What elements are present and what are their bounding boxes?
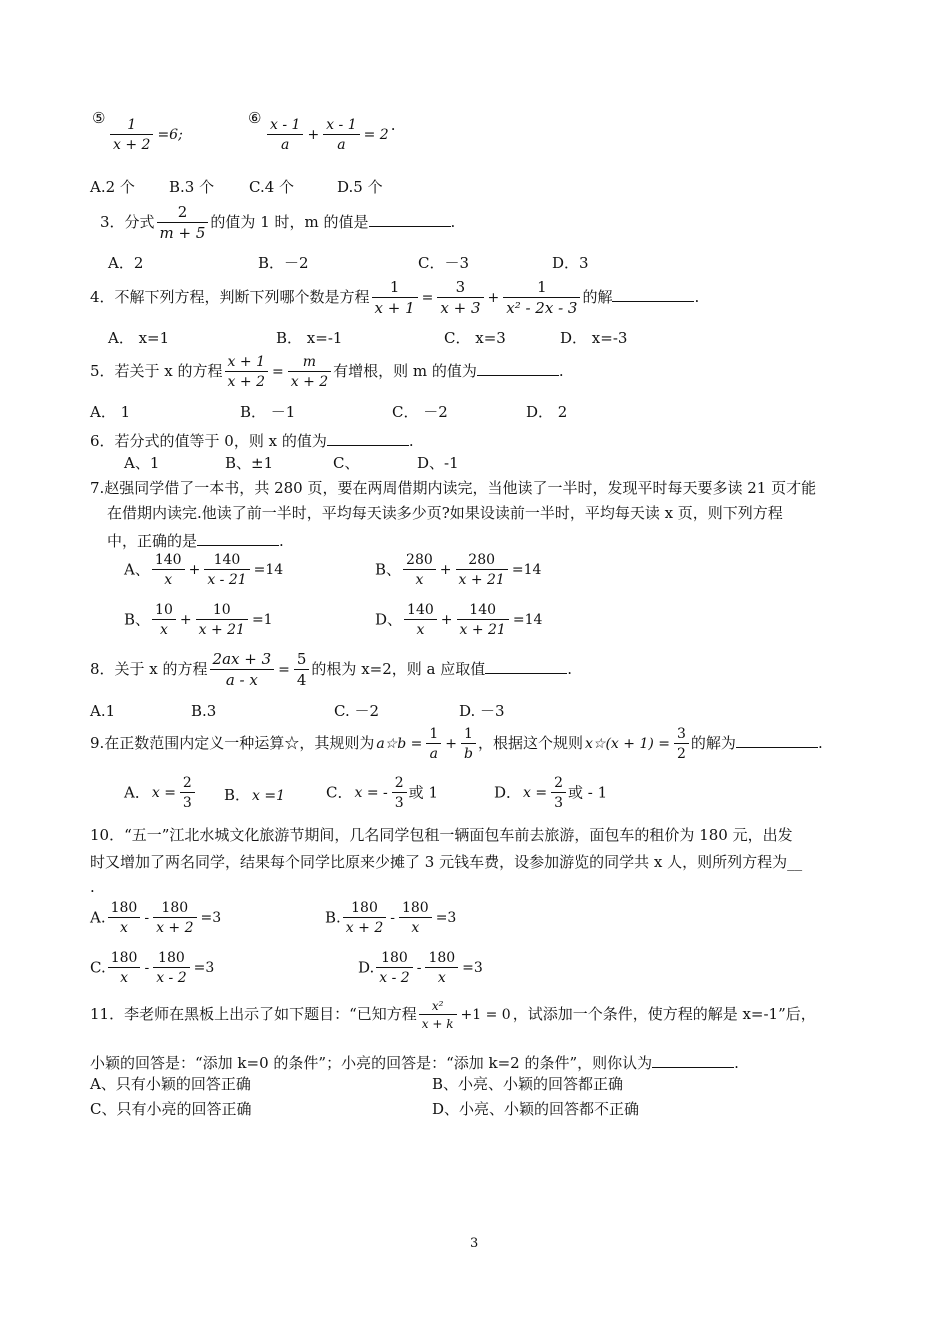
option-d: D. －3 bbox=[459, 702, 505, 720]
fraction: $\frac{180}{x + 2}$ bbox=[153, 901, 196, 935]
fraction: $\frac{140}{x}$ bbox=[152, 553, 185, 587]
option-d: D． x = $\frac{2}{3}$ 或 - 1 bbox=[494, 775, 608, 811]
answer-blank[interactable] bbox=[369, 212, 451, 227]
fraction: $\frac{180}{x}$ bbox=[108, 901, 141, 935]
option-c: C. －2 bbox=[334, 702, 380, 720]
option-b: B.3 个 bbox=[169, 178, 215, 196]
fraction: $\frac{10}{x + 21}$ bbox=[196, 603, 248, 637]
option-b: B． －1 bbox=[240, 403, 296, 421]
option-c: B、 $\frac{10}{x}$ + $\frac{10}{x + 21}$ =1 bbox=[124, 602, 273, 638]
fraction: $\frac{180}{x}$ bbox=[425, 951, 458, 985]
option-c: C． x=3 bbox=[444, 329, 506, 347]
fraction: $\frac{1}{x + 1}$ bbox=[372, 280, 418, 316]
fraction: $\frac{3}{2}$ bbox=[674, 727, 689, 761]
option-d: D、-1 bbox=[417, 454, 459, 472]
option-a: A、1 bbox=[124, 454, 160, 472]
item6-marker: ⑥ bbox=[248, 109, 262, 127]
option-d: D.5 个 bbox=[337, 178, 383, 196]
fraction: $\frac{140}{x - 21}$ bbox=[204, 553, 249, 587]
question-10-line3: . bbox=[90, 878, 95, 896]
question-10-line1: 10．“五一”江北水城文化旅游节期间，几名同学包租一辆面包车前去旅游，面包车的租价为 180 元，出发 bbox=[90, 826, 793, 844]
fraction: $\frac{10}{x}$ bbox=[152, 603, 176, 637]
page-number: 3 bbox=[470, 1236, 479, 1251]
fraction: $\frac{180}{x}$ bbox=[399, 901, 432, 935]
option-c: C． －2 bbox=[392, 403, 448, 421]
option-d: D．3 bbox=[552, 254, 589, 272]
answer-blank[interactable] bbox=[485, 659, 567, 674]
option-a: A. $\frac{180}{x}$ - $\frac{180}{x + 2}$ =3 bbox=[90, 900, 222, 936]
fraction: $\frac{x - 1}{a}$ bbox=[267, 118, 303, 152]
answer-blank[interactable] bbox=[612, 287, 694, 302]
answer-blank[interactable] bbox=[652, 1053, 734, 1068]
item6-equation: $\frac{x - 1}{a}$ + $\frac{x - 1}{a}$ = 2. bbox=[265, 118, 395, 152]
fraction: $\frac{2}{m + 5}$ bbox=[157, 205, 209, 241]
option-a: A、 $\frac{140}{x}$ + $\frac{140}{x - 21}$ =14 bbox=[124, 552, 284, 588]
option-a: A.1 bbox=[90, 702, 116, 720]
option-d: D. $\frac{180}{x - 2}$ - $\frac{180}{x}$ =3 bbox=[358, 950, 483, 986]
option-d: D、 $\frac{140}{x}$ + $\frac{140}{x + 21}$ =14 bbox=[375, 602, 543, 638]
option-c: C. $\frac{180}{x}$ - $\frac{180}{x - 2}$ =3 bbox=[90, 950, 215, 986]
item5-equation: $\frac{1}{x + 2}$ =6; bbox=[108, 118, 185, 152]
option-d: D． x=-3 bbox=[560, 329, 628, 347]
question-10-line2: 时又增加了两名同学，结果每个同学比原来少摊了 3 元钱车费，设参加游览的同学共 x 人，则所列方程为__ bbox=[90, 853, 803, 871]
fraction: $\frac{2}{3}$ bbox=[551, 776, 566, 810]
question-5: 5．若关于 x 的方程 $\frac{x + 1}{x + 2}$ = $\frac{m}{x + 2}$ 有增根，则 m 的值为 . bbox=[90, 354, 564, 390]
option-a: A． 1 bbox=[90, 403, 131, 421]
option-a: A．2 bbox=[108, 254, 144, 272]
fraction: $\frac{140}{x + 21}$ bbox=[457, 603, 509, 637]
fraction: $\frac{280}{x + 21}$ bbox=[456, 553, 508, 587]
option-b: B． x =1 bbox=[224, 786, 286, 804]
option-a: A、只有小颖的回答正确 bbox=[90, 1075, 251, 1093]
fraction: $\frac{1}{\text{x² - 2x - 3}}$ bbox=[503, 280, 580, 316]
question-3: 3．分式 $\frac{2}{m + 5}$ 的值为 1 时，m 的值是 . bbox=[100, 203, 456, 242]
option-d: D、小亮、小颖的回答都不正确 bbox=[432, 1100, 640, 1118]
answer-blank[interactable] bbox=[736, 733, 818, 748]
option-b: B、小亮、小颖的回答都正确 bbox=[432, 1075, 624, 1093]
fraction: $\frac{280}{x}$ bbox=[403, 553, 436, 587]
option-a: A.2 个 bbox=[90, 178, 135, 196]
question-7-line3: 中，正确的是 . bbox=[107, 532, 284, 550]
option-c: C．－3 bbox=[418, 254, 470, 272]
option-b: B． x=-1 bbox=[276, 329, 343, 347]
question-11-line1: 11．李老师在黑板上出示了如下题目：“已知方程 $\frac{\text{x²}}{x + k}$ +1 = 0 ，试添加一个条件，使方程的解是 x=-1”后， bbox=[90, 999, 816, 1031]
answer-blank[interactable] bbox=[197, 531, 279, 546]
option-c: C、只有小亮的回答正确 bbox=[90, 1100, 252, 1118]
question-4: 4．不解下列方程，判断下列哪个数是方程 $\frac{1}{x + 1}$ = $\frac{3}{x + 3}$ + $\frac{1}{\text{x² - 2x - 3}}$ 的解 . bbox=[90, 278, 700, 317]
fraction: $\frac{1}{b}$ bbox=[461, 727, 476, 761]
fraction: $\frac{180}{x - 2}$ bbox=[153, 951, 189, 985]
option-c: C． x = - $\frac{2}{3}$ 或 1 bbox=[326, 775, 438, 811]
question-8: 8．关于 x 的方程 $\frac{2ax + 3}{a - x}$ = $\frac{5}{4}$ 的根为 x=2，则 a 应取值 . bbox=[90, 650, 573, 689]
fraction: $\frac{2ax + 3}{a - x}$ bbox=[210, 652, 275, 688]
fraction: $\frac{1}{x + 2}$ bbox=[110, 118, 153, 152]
fraction: $\frac{x - 1}{a}$ bbox=[323, 118, 359, 152]
fraction: $\frac{2}{3}$ bbox=[180, 776, 195, 810]
option-a: A． x=1 bbox=[108, 329, 170, 347]
question-11-line2: 小颖的回答是：“添加 k=0 的条件”；小亮的回答是：“添加 k=2 的条件”，则你认为 . bbox=[90, 1054, 739, 1072]
fraction: $\frac{5}{4}$ bbox=[294, 652, 310, 688]
option-a: A． x = $\frac{2}{3}$ bbox=[124, 776, 197, 810]
fraction: $\frac{x + 1}{x + 2}$ bbox=[225, 355, 268, 389]
fraction: $\frac{m}{x + 2}$ bbox=[288, 355, 331, 389]
fraction: $\frac{140}{x}$ bbox=[404, 603, 437, 637]
question-6: 6．若分式的值等于 0，则 x 的值为 . bbox=[90, 432, 414, 450]
fraction: $\frac{180}{x}$ bbox=[108, 951, 141, 985]
option-c: C.4 个 bbox=[249, 178, 295, 196]
option-b: B．－2 bbox=[258, 254, 309, 272]
fraction: $\frac{3}{x + 3}$ bbox=[437, 280, 483, 316]
question-7-line1: 7.赵强同学借了一本书，共 280 页，要在两周借期内读完，当他读了一半时，发现平时每天要多读 21 页才能 bbox=[90, 479, 817, 497]
option-b: B. $\frac{180}{x + 2}$ - $\frac{180}{x}$ =3 bbox=[325, 900, 457, 936]
fraction: $\frac{180}{x + 2}$ bbox=[343, 901, 386, 935]
fraction: $\frac{180}{x - 2}$ bbox=[376, 951, 412, 985]
question-9: 9.在正数范围内定义一种运算☆，其规则为 a☆b = $\frac{1}{a}$ + $\frac{1}{b}$ ，根据这个规则 x☆(x + 1) = $\frac{3}{2}$ 的解为 . bbox=[90, 726, 823, 762]
fraction: $\frac{1}{a}$ bbox=[426, 727, 441, 761]
fraction: $\frac{2}{3}$ bbox=[392, 776, 407, 810]
answer-blank[interactable] bbox=[327, 431, 409, 446]
question-7-line2: 在借期内读完.他读了前一半时，平均每天读多少页?如果设读前一半时，平均每天读 x 页，则下列方程 bbox=[107, 504, 783, 522]
item5-marker: ⑤ bbox=[92, 109, 106, 127]
option-d: D． 2 bbox=[526, 403, 568, 421]
fraction: $\frac{\text{x²}}{x + k}$ bbox=[419, 1000, 457, 1030]
option-b: B.3 bbox=[191, 702, 217, 720]
option-b: B、 $\frac{280}{x}$ + $\frac{280}{x + 21}$ =14 bbox=[375, 552, 542, 588]
option-c: C、 bbox=[333, 454, 360, 472]
option-b: B、±1 bbox=[225, 454, 274, 472]
answer-blank[interactable] bbox=[477, 361, 559, 376]
